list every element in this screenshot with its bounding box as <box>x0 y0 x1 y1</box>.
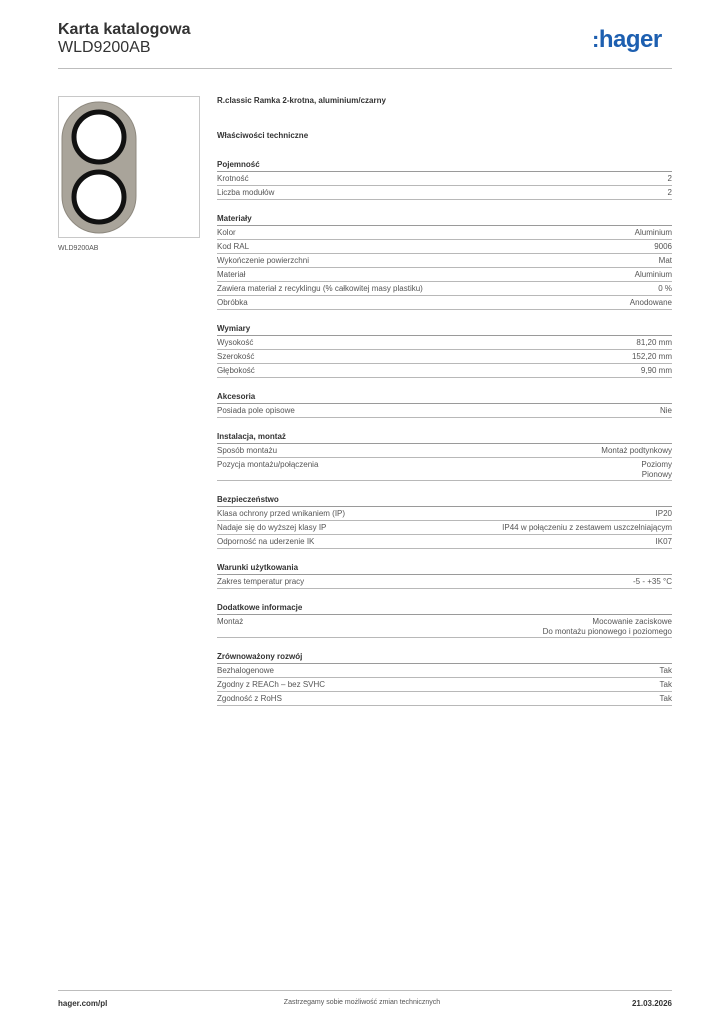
spec-row <box>217 254 672 268</box>
spec-value <box>633 577 672 587</box>
spec-group <box>217 426 672 481</box>
spec-group <box>217 646 672 706</box>
spec-row <box>217 404 672 418</box>
spec-value <box>543 617 672 637</box>
spec-row <box>217 507 672 521</box>
spec-label: Zawiera materiał z recyklingu (% całkowitej masy plastiku) <box>217 284 423 293</box>
image-caption: WLD9200AB <box>58 245 99 252</box>
spec-group <box>217 154 672 200</box>
footer-date: 21.03.2026 <box>631 999 672 1008</box>
spec-value <box>658 284 672 294</box>
spec-row <box>217 664 672 678</box>
spec-label: Bezhalogenowe <box>217 666 274 675</box>
spec-value-line: IP44 w połączeniu z zestawem uszczelniającym <box>502 523 672 532</box>
spec-value <box>641 460 672 480</box>
spec-row <box>217 615 672 638</box>
spec-label: Odporność na uderzenie IK <box>217 537 315 546</box>
spec-value <box>635 228 672 238</box>
spec-value <box>660 694 672 704</box>
spec-value-line: Mocowanie zaciskowe <box>592 617 672 626</box>
spec-value <box>632 352 672 362</box>
spec-row <box>217 521 672 535</box>
spec-row <box>217 692 672 706</box>
spec-value-line: Pionowy <box>641 470 672 479</box>
spec-row <box>217 364 672 378</box>
spec-label: Materiał <box>217 270 246 279</box>
spec-value-line: IK07 <box>655 537 672 546</box>
spec-label: Wysokość <box>217 338 254 347</box>
spec-row <box>217 444 672 458</box>
spec-value-line: Anodowane <box>629 298 672 307</box>
group-title: Wymiary <box>217 318 672 336</box>
spec-value-line: Nie <box>659 406 672 415</box>
spec-row <box>217 186 672 200</box>
spec-value <box>660 406 672 416</box>
spec-row <box>217 172 672 186</box>
spec-value <box>636 338 672 348</box>
spec-value-line: 9006 <box>654 242 672 251</box>
spec-row <box>217 282 672 296</box>
group-title: Akcesoria <box>217 386 672 404</box>
spec-value-line: 81,20 mm <box>636 338 672 347</box>
spec-label: Krotność <box>217 174 249 183</box>
spec-value-line: 9,90 mm <box>640 366 672 375</box>
spec-value-line: Aluminium <box>634 270 672 279</box>
section-heading: Właściwości techniczne <box>217 131 309 140</box>
product-name: R.classic Ramka 2-krotna, aluminium/czarny <box>217 96 386 105</box>
spec-panel <box>217 96 672 714</box>
spec-value <box>635 270 672 280</box>
spec-row <box>217 350 672 364</box>
spec-value <box>601 446 672 456</box>
spec-value-line: 2 <box>667 188 672 197</box>
spec-row <box>217 458 672 481</box>
footer-website[interactable]: hager.com/pl <box>58 999 108 1008</box>
spec-value <box>668 174 672 184</box>
spec-value-line: Do montażu pionowego i poziomego <box>542 627 672 636</box>
logo-text: hager <box>598 26 662 53</box>
hager-logo: :hager <box>592 26 662 53</box>
spec-label: Głębokość <box>217 366 255 375</box>
group-title: Dodatkowe informacje <box>217 597 672 615</box>
spec-group <box>217 597 672 638</box>
spec-label: Zgodność z RoHS <box>217 694 282 703</box>
spec-value-line: Poziomy <box>641 460 672 469</box>
group-title: Zrównoważony rozwój <box>217 646 672 664</box>
spec-value <box>630 298 672 308</box>
group-title: Pojemność <box>217 154 672 172</box>
spec-value-line: Tak <box>659 680 672 689</box>
spec-row <box>217 240 672 254</box>
spec-label: Zakres temperatur pracy <box>217 577 305 586</box>
spec-row <box>217 535 672 549</box>
spec-label: Szerokość <box>217 352 255 361</box>
spec-value <box>659 256 672 266</box>
spec-row <box>217 268 672 282</box>
group-title: Bezpieczeństwo <box>217 489 672 507</box>
spec-group <box>217 386 672 418</box>
double-frame-picture <box>59 97 199 237</box>
spec-value-line: Montaż podtynkowy <box>601 446 672 455</box>
document-title: Karta katalogowa <box>58 21 191 38</box>
group-title: Warunki użytkowania <box>217 557 672 575</box>
spec-label: Klasa ochrony przed wnikaniem (IP) <box>217 509 346 518</box>
spec-value-line: Aluminium <box>634 228 672 237</box>
spec-label: Pozycja montażu/połączenia <box>217 460 319 469</box>
spec-value <box>660 666 672 676</box>
spec-row <box>217 678 672 692</box>
spec-value-line: 0 % <box>658 284 672 293</box>
spec-label: Liczba modułów <box>217 188 275 197</box>
spec-value <box>502 523 672 533</box>
spec-value-line: IP20 <box>655 509 672 518</box>
spec-row <box>217 575 672 589</box>
spec-groups <box>217 154 672 706</box>
spec-label: Kolor <box>217 228 236 237</box>
header-divider <box>58 68 672 69</box>
spec-value-line: Mat <box>658 256 672 265</box>
spec-label: Kod RAL <box>217 242 250 251</box>
spec-row <box>217 336 672 350</box>
spec-value-line: Tak <box>659 694 672 703</box>
spec-row <box>217 296 672 310</box>
spec-label: Sposób montażu <box>217 446 278 455</box>
spec-group <box>217 557 672 589</box>
product-image <box>58 96 200 238</box>
spec-label: Nadaje się do wyższej klasy IP <box>217 523 327 532</box>
spec-value-line: Tak <box>659 666 672 675</box>
spec-value-line: 152,20 mm <box>631 352 672 361</box>
spec-value <box>668 188 672 198</box>
spec-label: Wykończenie powierzchni <box>217 256 309 265</box>
spec-group <box>217 489 672 549</box>
spec-value-line: -5 - +35 °C <box>633 577 672 586</box>
spec-label: Obróbka <box>217 298 248 307</box>
footer-divider <box>58 990 672 991</box>
spec-label: Zgodny z REACh – bez SVHC <box>217 680 326 689</box>
spec-label: Posiada pole opisowe <box>217 406 295 415</box>
spec-value <box>656 537 672 547</box>
spec-row <box>217 226 672 240</box>
spec-value <box>641 366 672 376</box>
spec-value <box>656 509 672 519</box>
spec-value <box>654 242 672 252</box>
spec-value-line: 2 <box>667 174 672 183</box>
product-code: WLD9200AB <box>58 39 151 56</box>
footer-disclaimer: Zastrzegamy sobie możliwość zmian technicznych <box>283 999 441 1006</box>
spec-group <box>217 318 672 378</box>
spec-label: Montaż <box>217 617 244 626</box>
spec-group <box>217 208 672 310</box>
spec-value <box>660 680 672 690</box>
group-title: Instalacja, montaż <box>217 426 672 444</box>
group-title: Materiały <box>217 208 672 226</box>
